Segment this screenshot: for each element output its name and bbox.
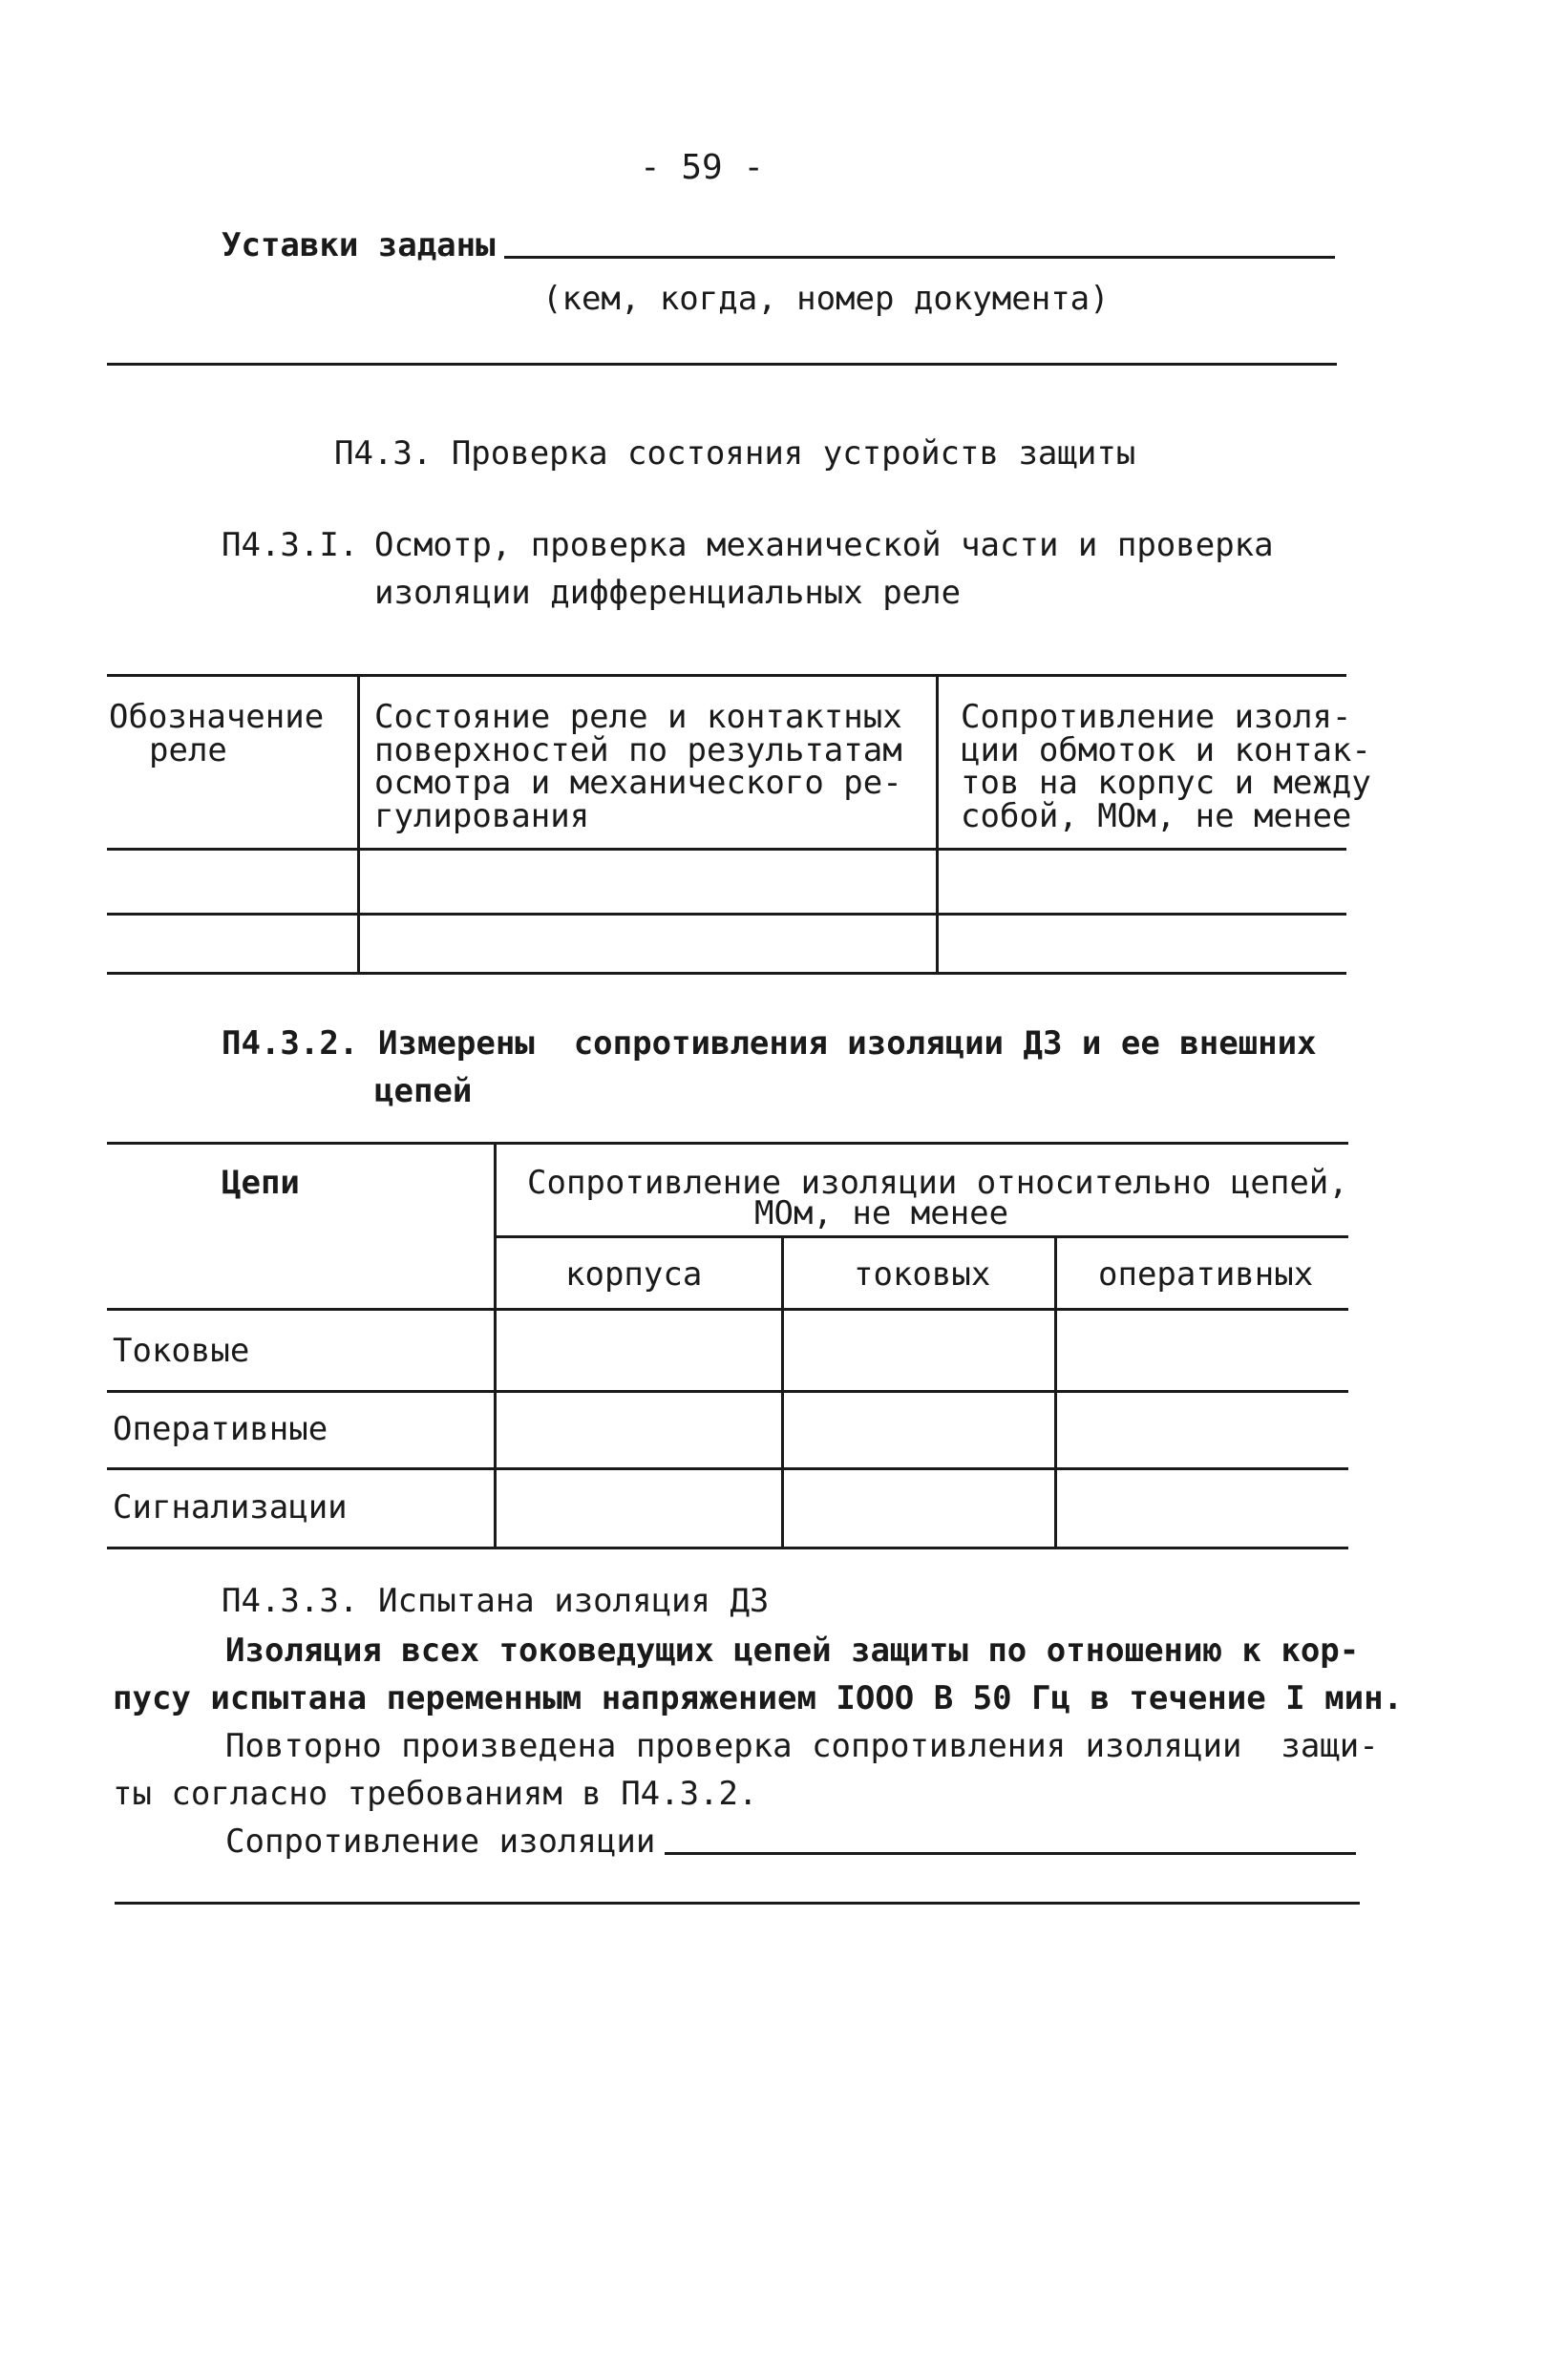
table1-col-divider-1 <box>357 674 360 975</box>
header-text: реле <box>149 730 227 769</box>
table2-col-divider-2 <box>781 1235 784 1549</box>
header-text: осмотра и механического ре- <box>374 764 902 803</box>
subsection-number-2: П4.3.2. <box>222 1024 359 1063</box>
paragraph-2-line-1: Повторно произведена проверка сопротивления изоляции защи- <box>225 1727 1379 1765</box>
settings-second-line <box>107 363 1337 366</box>
subsection-number-3: П4.3.3. <box>222 1582 359 1620</box>
resistance-second-line <box>115 1902 1360 1905</box>
paragraph-1-line-2: пусу испытана переменным напряжением IOOO В 50 Гц в течение I мин. <box>113 1679 1404 1717</box>
table1-top-border <box>107 674 1346 677</box>
table2-group-header-line1: Сопротивление изоляции относительно цепей, <box>527 1164 1348 1202</box>
table2-row-label-signalling: Сигнализации <box>113 1488 348 1527</box>
header-text: поверхностей по результатам <box>374 730 902 769</box>
table1-header-relay-id <box>109 698 325 769</box>
table2-header-circuits: Цепи <box>222 1164 300 1202</box>
table2-group-header-bottom <box>495 1235 1348 1238</box>
table1-header-state <box>374 698 902 836</box>
table2-row2-bottom <box>107 1467 1348 1470</box>
table2-subheader-housing: корпуса <box>565 1255 703 1294</box>
settings-label: Уставки заданы <box>222 226 496 264</box>
table2-subheader-current: токовых <box>854 1255 991 1294</box>
resistance-label: Сопротивление изоляции <box>225 1822 656 1861</box>
subsection-text-1b: изоляции дифференциальных реле <box>374 574 962 612</box>
table2-group-header-line2: МОм, не менее <box>754 1194 1009 1232</box>
table2-row1-bottom <box>107 1390 1348 1393</box>
subsection-number-1: П4.3.I. <box>222 526 359 564</box>
subsection-text-2a: Измерены сопротивления изоляции ДЗ и ее внешних <box>378 1024 1317 1063</box>
table1-header-bottom <box>107 848 1346 851</box>
table2-header-bottom <box>107 1308 1348 1311</box>
table1-row1-bottom <box>107 913 1346 916</box>
subsection-text-2b: цепей <box>374 1072 473 1110</box>
header-text: Обозначение <box>109 698 325 736</box>
page-number: - 59 - <box>640 148 765 187</box>
table2-subheader-operative: оперативных <box>1098 1255 1314 1294</box>
header-text: Сопротивление изоля- <box>961 698 1352 736</box>
settings-hint: (кем, когда, номер документа) <box>542 280 1110 318</box>
header-text: Состояние реле и контактных <box>374 698 902 736</box>
table1-header-resistance <box>961 698 1371 836</box>
subsection-text-1a: Осмотр, проверка механической части и проверка <box>374 526 1274 564</box>
settings-fill-line <box>504 256 1335 259</box>
table2-bottom-border <box>107 1547 1348 1549</box>
table1-col-divider-2 <box>936 674 939 975</box>
table2-top-border <box>107 1142 1348 1145</box>
header-text: ции обмоток и контак- <box>961 730 1371 769</box>
table2-row-label-operative: Оперативные <box>113 1410 328 1448</box>
header-text: тов на корпус и между <box>961 764 1371 803</box>
subsection-title-3: Испытана изоляция ДЗ <box>378 1582 770 1620</box>
header-text: гулирования <box>374 797 590 836</box>
paragraph-1-line-1: Изоляция всех токоведущих цепей защиты по отношению к кор- <box>225 1632 1360 1670</box>
paragraph-2-line-2: ты согласно требованиям в П4.3.2. <box>113 1775 758 1813</box>
table1-bottom-border <box>107 972 1346 975</box>
table2-col-divider-3 <box>1054 1235 1057 1549</box>
section-title: П4.3. Проверка состояния устройств защиты <box>334 434 1136 473</box>
table2-col-divider-1 <box>494 1142 497 1549</box>
header-text: собой, МОм, не менее <box>961 797 1352 836</box>
resistance-fill-line <box>665 1852 1356 1855</box>
table2-row-label-current: Токовые <box>113 1332 250 1370</box>
